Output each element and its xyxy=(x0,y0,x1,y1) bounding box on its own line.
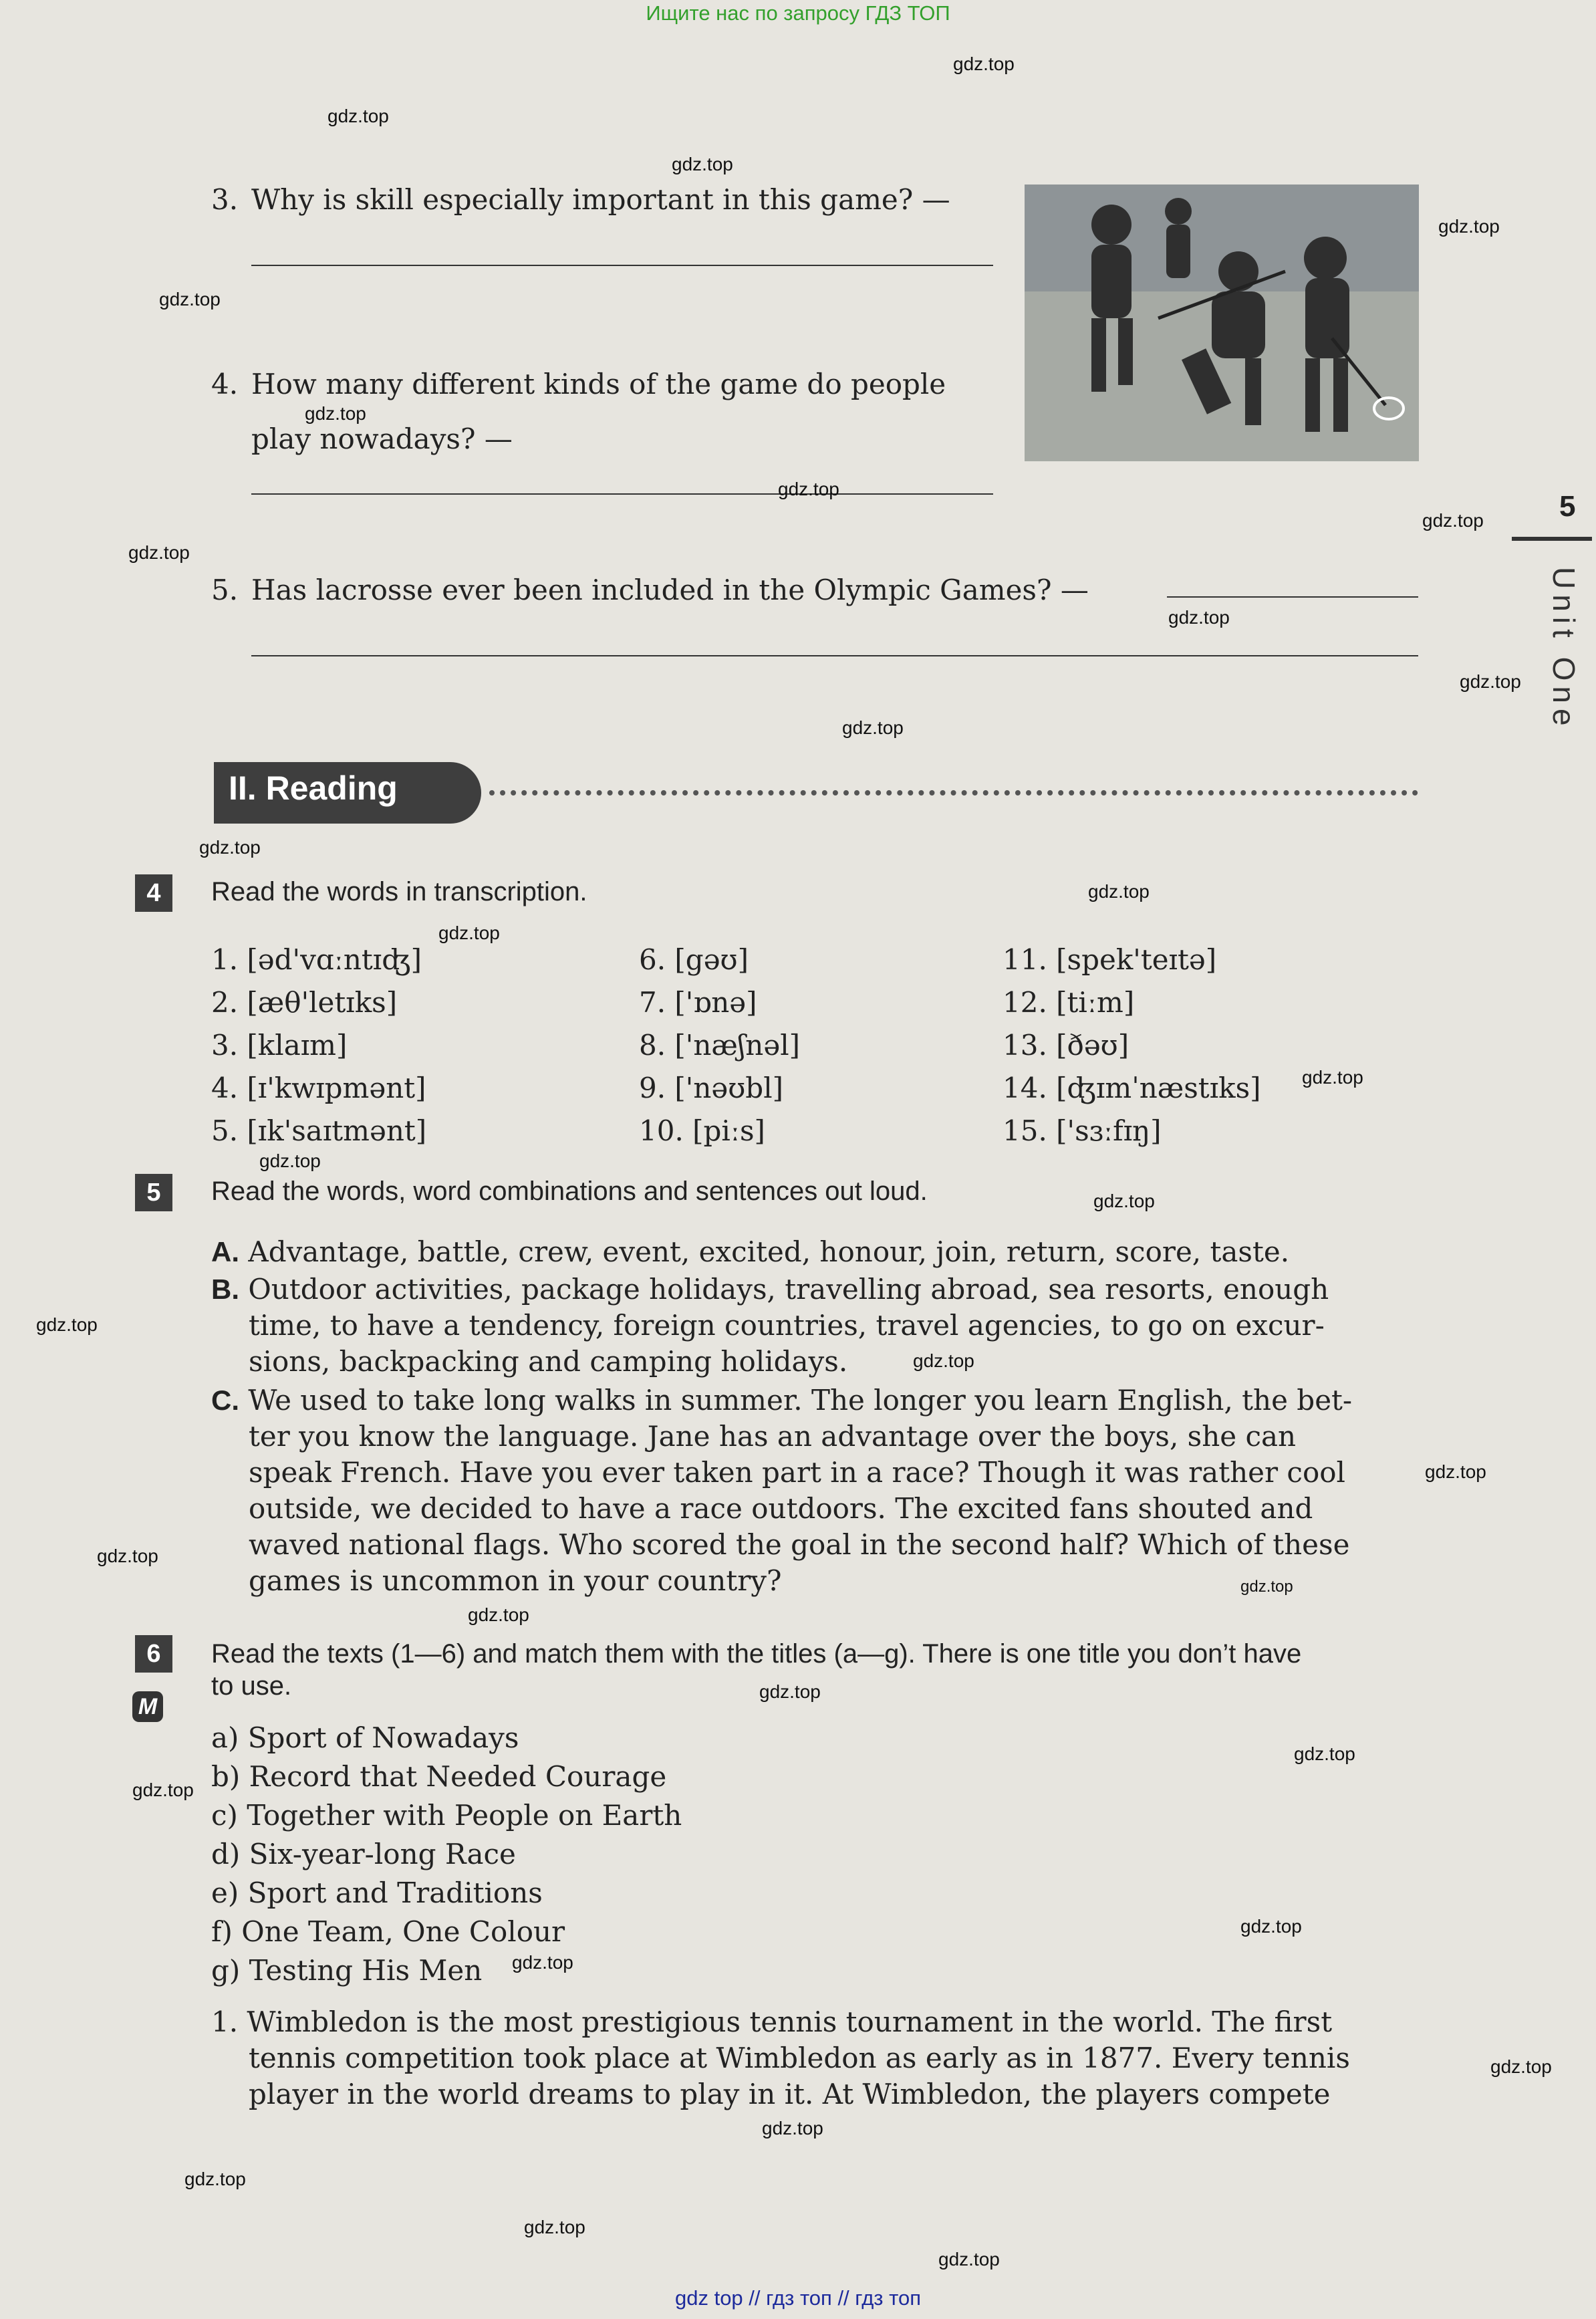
top-banner[interactable]: Ищите нас по запросу ГДЗ ТОП xyxy=(646,1,950,25)
watermark: gdz.top xyxy=(438,923,500,943)
watermark: gdz.top xyxy=(132,1780,194,1800)
title-option: a) Sport of Nowadays xyxy=(211,1721,519,1754)
title-list xyxy=(211,1719,682,1990)
watermark: gdz.top xyxy=(953,53,1015,74)
text-1: 1. Wimbledon is the most prestigious tennis tournament in the world. The first tennis competition took place at Wimbledon as early as in 1877. Every tennis player in the world dreams to play in it. At Wimbledon, the players compete xyxy=(211,2005,1350,2110)
exercise-number-4: 4 xyxy=(135,874,172,912)
question-4: 4. How many different kinds of the game do people xyxy=(211,368,946,400)
watermark: gdz.top xyxy=(512,1952,573,1973)
watermark: gdz.top xyxy=(1294,1743,1355,1764)
unit-divider xyxy=(1512,537,1592,541)
exercise-5-part-a: A. Advantage, battle, crew, event, excited, honour, join, return, score, taste. xyxy=(211,1235,1290,1268)
section-title: II. Reading xyxy=(229,769,398,807)
watermark: gdz.top xyxy=(199,837,261,858)
watermark: gdz.top xyxy=(1302,1067,1363,1088)
watermark: gdz.top xyxy=(759,1681,821,1702)
question-3: 3. Why is skill especially important in this game? — xyxy=(211,183,950,216)
exercise-5-instruction: Read the words, word combinations and sentences out loud. xyxy=(211,1177,928,1206)
watermark: gdz.top xyxy=(128,542,190,563)
watermark: gdz.top xyxy=(97,1546,158,1566)
title-option: g) Testing His Men xyxy=(211,1954,483,1987)
watermark: gdz.top xyxy=(36,1314,98,1335)
answer-line[interactable] xyxy=(251,493,993,495)
transcription-column-2: 6. [gəʊ] 7. ['ɒnə] 8. ['næʃnəl] 9. ['nəʊbl] 10. [piːs] xyxy=(639,943,801,1147)
watermark: gdz.top xyxy=(1088,881,1150,902)
exercise-number-5: 5 xyxy=(135,1174,172,1211)
title-option: e) Sport and Traditions xyxy=(211,1876,543,1909)
watermark: gdz.top xyxy=(159,289,221,310)
mediation-icon: M xyxy=(132,1691,163,1722)
page-number: 5 xyxy=(1559,490,1576,523)
watermark: gdz.top xyxy=(184,2169,246,2189)
transcription-column-3: 11. [spek'teɪtə] 12. [tiːm] 13. [ðəʊ] 14. [ʤɪmˈnæstɪks] 15. ['sɜːfɪŋ] xyxy=(1003,943,1261,1147)
watermark: gdz.top xyxy=(524,2217,585,2237)
answer-line[interactable] xyxy=(251,655,1418,656)
watermark: gdz.top xyxy=(1460,671,1521,692)
exercise-4-instruction: Read the words in transcription. xyxy=(211,877,587,906)
lacrosse-photo xyxy=(1025,185,1419,461)
watermark: gdz.top xyxy=(1168,607,1230,628)
watermark: gdz.top xyxy=(259,1150,321,1171)
watermark: gdz.top xyxy=(1490,2056,1552,2077)
exercise-6-instruction: Read the texts (1—6) and match them with the titles (a—g). There is one title you don’t have to use. xyxy=(211,1639,1302,1701)
title-option: d) Six-year-long Race xyxy=(211,1838,516,1870)
title-option: c) Together with People on Earth xyxy=(211,1799,682,1832)
watermark: gdz.top xyxy=(1093,1191,1155,1211)
transcription-column-1: 1. [əd'vɑːntɪʤ] 2. [æθ'letɪks] 3. [klaɪm] 4. [ɪ'kwɪpmənt] 5. [ɪk'saɪtmənt] xyxy=(211,943,427,1147)
watermark: gdz.top xyxy=(327,106,389,126)
answer-line[interactable] xyxy=(1167,596,1418,598)
watermark: gdz.top xyxy=(672,154,733,174)
watermark: gdz.top xyxy=(1425,1461,1486,1482)
watermark: gdz.top xyxy=(1422,510,1484,531)
title-option: b) Record that Needed Courage xyxy=(211,1760,667,1793)
watermark: gdz.top xyxy=(842,717,904,738)
dotted-divider xyxy=(489,790,1418,796)
exercise-number-6: 6 xyxy=(135,1635,172,1673)
footer-links[interactable]: gdz top // гдз топ // гдз топ xyxy=(674,2286,921,2310)
watermark: gdz.top xyxy=(1240,1916,1302,1937)
title-option: f) One Team, One Colour xyxy=(211,1915,565,1948)
watermark: gdz.top xyxy=(1240,1578,1293,1596)
exercise-5-part-b: B. Outdoor activities, package holidays, travelling abroad, sea resorts, enough time, to have a tendency, foreign countries, travel agencies, to go on excur- sions, backpacking and camping holidays. xyxy=(211,1273,1329,1378)
watermark: gdz.top xyxy=(1438,216,1500,237)
exercise-5-part-c: C. We used to take long walks in summer. The longer you learn English, the bet- ter you know the language. Jane has an advantage over the boys, she can speak French. Have you ever taken part in a race? Though it was rather cool outside, we decided to have a race outdoors. The excited fans shouted and waved national flags. Who scored the goal in the second half? Which of these games is uncommon in your country? xyxy=(211,1384,1353,1597)
watermark: gdz.top xyxy=(778,479,839,499)
watermark: gdz.top xyxy=(913,1350,974,1371)
question-4-continued: play nowadays? — xyxy=(251,422,513,455)
answer-line[interactable] xyxy=(251,265,993,266)
watermark: gdz.top xyxy=(305,403,366,424)
watermark: gdz.top xyxy=(468,1604,529,1625)
unit-label: Unit One xyxy=(1547,567,1581,731)
watermark: gdz.top xyxy=(938,2249,1000,2270)
watermark: gdz.top xyxy=(762,2118,823,2139)
question-5: 5. Has lacrosse ever been included in the Olympic Games? — xyxy=(211,574,1089,606)
